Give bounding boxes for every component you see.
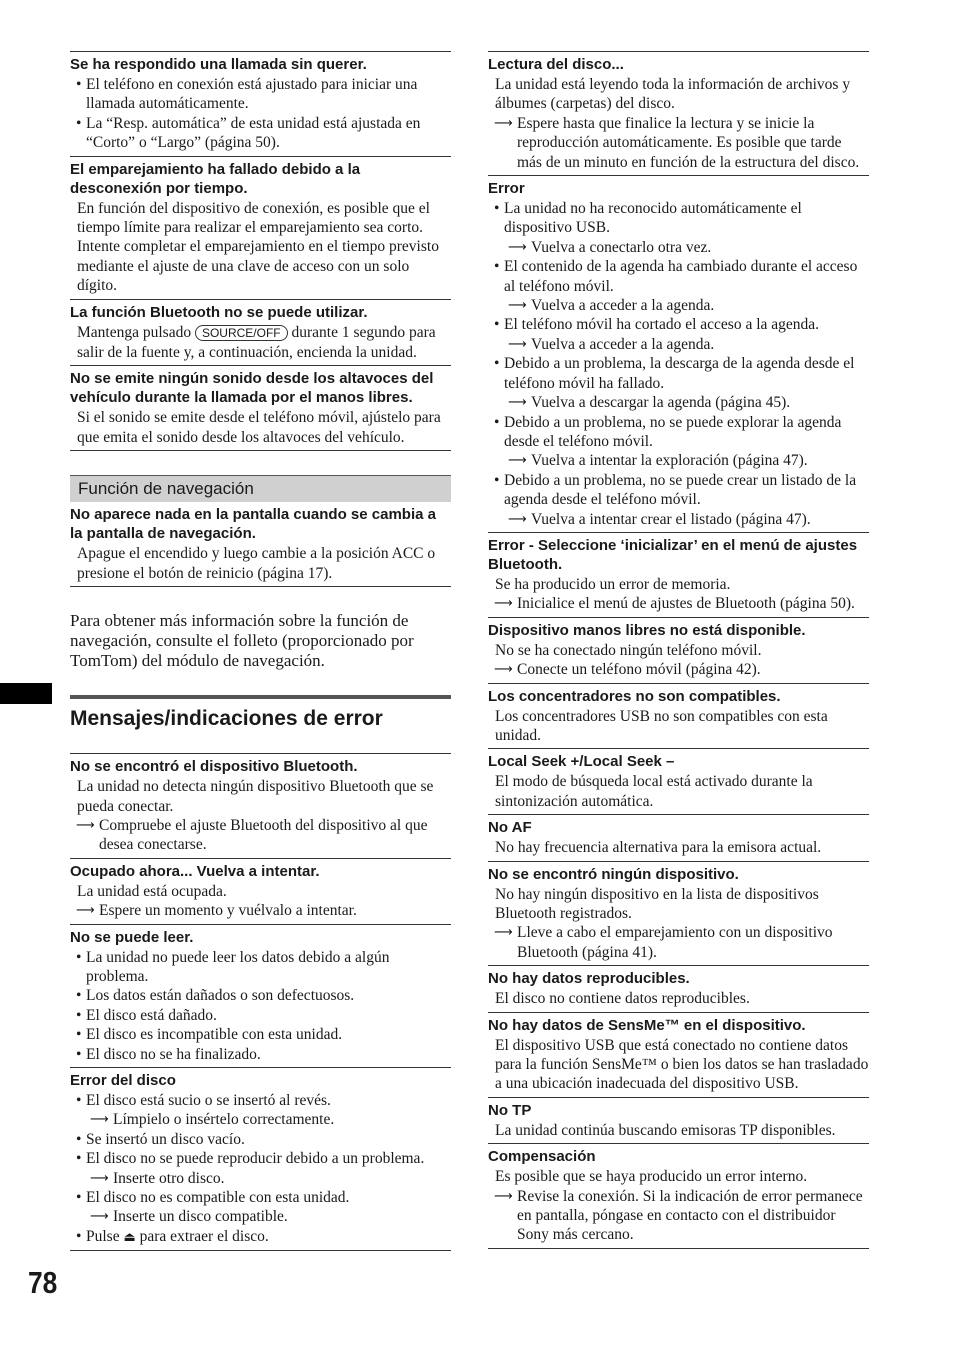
remedy-item <box>488 114 869 172</box>
remedy-item <box>488 451 869 470</box>
bullet-item: • La “Resp. automática” de esta unidad está ajustada en “Corto” o “Largo” (página 50). <box>70 114 451 153</box>
entry-no-tp <box>488 1097 869 1143</box>
entry-no-playable-data <box>488 965 869 1011</box>
entry-heading: Local Seek +/Local Seek – <box>488 753 675 771</box>
navigation-note-paragraph: Para obtener más información sobre la función de navegación, consulte el folleto (proporcionado por TomTom) del módulo de navegación. <box>70 611 414 671</box>
entry-heading: No TP <box>488 1101 532 1119</box>
eject-icon: ⏏ <box>123 1229 136 1245</box>
entry-heading: Error - Seleccione ‘inicializar’ en el menú de ajustes Bluetooth. <box>488 536 858 573</box>
remedy-item <box>70 1169 451 1188</box>
entry-unwanted-call <box>70 51 451 156</box>
entry-heading: Dispositivo manos libres no está disponible. <box>488 621 806 639</box>
entry-heading: No hay datos reproducibles. <box>488 970 690 988</box>
entry-heading: La función Bluetooth no se puede utilizar. <box>70 303 368 321</box>
arrow-right-icon: ⟶ <box>90 1112 109 1128</box>
entry-nav-blank-screen <box>70 502 451 587</box>
entry-error-initialize <box>488 532 869 617</box>
bullet-item: • El disco no se ha finalizado. <box>70 1045 451 1064</box>
bullet-item: • El teléfono móvil ha cortado el acceso a la agenda. <box>488 315 869 334</box>
entry-heading: El emparejamiento ha fallado debido a la desconexión por tiempo. <box>70 160 361 197</box>
entry-text: El dispositivo USB que está conectado no contiene datos para la función SensMe™ o bien los datos se han trasladado a una ubicación inadecuada del dispositivo USB. <box>495 1036 869 1093</box>
entry-text: Los concentradores USB no son compatibles con esta unidad. <box>495 707 828 744</box>
remedy-item <box>488 238 869 257</box>
remedy-item <box>70 901 451 920</box>
bullet-item: • El disco está dañado. <box>70 1006 451 1025</box>
bullet-item: • Se insertó un disco vacío. <box>70 1130 451 1149</box>
entry-no-af <box>488 814 869 860</box>
entry-text: Si el sonido se emite desde el teléfono móvil, ajústelo para que emita el sonido desde los altavoces del vehículo. <box>77 409 441 446</box>
remedy-text: Espere un momento y vuélvalo a intentar. <box>99 902 357 920</box>
remedy-item <box>488 923 869 962</box>
text-fragment: para extraer el disco. <box>139 1227 269 1245</box>
bullet-item: • El disco no es compatible con esta unidad. <box>70 1188 451 1207</box>
entry-heading: No se encontró el dispositivo Bluetooth. <box>70 758 358 776</box>
entry-pairing-timeout <box>70 156 451 299</box>
source-off-button-label: SOURCE/OFF <box>195 325 288 341</box>
remedy-item <box>488 335 869 354</box>
entry-text: No se ha conectado ningún teléfono móvil. <box>495 641 762 659</box>
bullet-item: • El contenido de la agenda ha cambiado durante el acceso al teléfono móvil. <box>488 257 869 296</box>
remedy-item <box>488 296 869 315</box>
bullet-item: • Debido a un problema, la descarga de la agenda desde el teléfono móvil ha fallado. <box>488 354 869 393</box>
arrow-right-icon: ⟶ <box>508 336 527 352</box>
entry-heading: Error del disco <box>70 1071 176 1089</box>
entry-handsfree-unavailable <box>488 617 869 683</box>
bullet-item: • Debido a un problema, no se puede explorar la agenda desde el teléfono móvil. <box>488 413 869 452</box>
entry-heading: No hay datos de SensMe™ en el dispositivo. <box>488 1016 806 1034</box>
entry-text: La unidad continúa buscando emisoras TP disponibles. <box>495 1121 836 1139</box>
entry-text: La unidad está leyendo toda la información de archivos y álbumes (carpetas) del disco. <box>495 76 851 113</box>
remedy-text: Inserte otro disco. <box>113 1169 225 1187</box>
entry-disc-error <box>70 1067 451 1251</box>
remedy-text: Vuelva a acceder a la agenda. <box>531 335 715 353</box>
remedy-item <box>488 594 869 613</box>
arrow-right-icon: ⟶ <box>508 239 527 255</box>
remedy-item <box>488 393 869 412</box>
entry-text: El disco no contiene datos reproducibles. <box>495 990 750 1008</box>
entry-text <box>77 323 451 363</box>
arrow-right-icon: ⟶ <box>494 596 513 612</box>
section-title-error-messages: Mensajes/indicaciones de error <box>70 695 451 731</box>
entry-heading: No se puede leer. <box>70 928 194 946</box>
remedy-text: Vuelva a intentar crear el listado (página 47). <box>531 510 811 528</box>
remedy-text: Límpielo o insértelo correctamente. <box>113 1111 335 1129</box>
entry-heading: Compensación <box>488 1148 596 1166</box>
arrow-right-icon: ⟶ <box>494 925 513 941</box>
text-fragment: Pulse <box>86 1227 120 1245</box>
remedy-text: Vuelva a descargar la agenda (página 45). <box>531 394 791 412</box>
remedy-text: Conecte un teléfono móvil (página 42). <box>517 661 761 679</box>
bullet-item: • La unidad no ha reconocido automáticamente el dispositivo USB. <box>488 199 869 238</box>
remedy-text: Vuelva a acceder a la agenda. <box>531 297 715 315</box>
left-column <box>70 51 451 1251</box>
entry-no-sound-handsfree <box>70 365 451 451</box>
arrow-right-icon: ⟶ <box>508 298 527 314</box>
text-fragment: Mantenga pulsado <box>77 323 192 341</box>
bullet-item <box>70 1227 451 1247</box>
bullet-item: • El disco está sucio o se insertó al revés. <box>70 1091 451 1110</box>
remedy-text: Revise la conexión. Si la indicación de error permanece en pantalla, póngase en contacto con el distribuidor Sony más cercano. <box>517 1187 863 1244</box>
page-number: 78 <box>28 1265 58 1300</box>
remedy-text: Vuelva a conectarlo otra vez. <box>531 238 712 256</box>
bullet-item: • El disco es incompatible con esta unidad. <box>70 1025 451 1044</box>
remedy-text: Espere hasta que finalice la lectura y se inicie la reproducción automáticamente. Es posible que tarde más de un minuto en función de la estructura del disco. <box>517 114 860 171</box>
remedy-text: Vuelva a intentar la exploración (página 47). <box>531 452 808 470</box>
right-column <box>488 51 869 1249</box>
remedy-item <box>488 660 869 679</box>
remedy-text: Inserte un disco compatible. <box>113 1208 288 1226</box>
arrow-right-icon: ⟶ <box>508 453 527 469</box>
entry-heading: No se emite ningún sonido desde los altavoces del vehículo durante la llamada por el manos libres. <box>70 370 434 407</box>
entry-busy <box>70 858 451 924</box>
entry-heading: Error <box>488 180 525 198</box>
arrow-right-icon: ⟶ <box>494 662 513 678</box>
entry-text: En función del dispositivo de conexión, es posible que el tiempo límite para realizar el emparejamiento sea corto. Intente completar el emparejamiento en el tiempo previsto mediante el ajuste de una clave de acceso con un solo dígito. <box>77 199 439 295</box>
entry-error <box>488 175 869 532</box>
entry-heading: Los concentradores no son compatibles. <box>488 687 781 705</box>
entry-local-seek <box>488 748 869 814</box>
entry-text: Apague el encendido y luego cambie a la posición ACC o presione el botón de reinicio (página 17). <box>77 545 436 582</box>
entry-text: El modo de búsqueda local está activado durante la sintonización automática. <box>495 773 813 810</box>
arrow-right-icon: ⟶ <box>494 1188 513 1204</box>
entry-bluetooth-unusable <box>70 299 451 366</box>
arrow-right-icon: ⟶ <box>76 817 95 833</box>
chapter-tab-marker <box>0 683 52 704</box>
entry-text: No hay frecuencia alternativa para la emisora actual. <box>495 839 822 857</box>
entry-cannot-read <box>70 924 451 1067</box>
arrow-right-icon: ⟶ <box>76 903 95 919</box>
text-fragment: durante 1 segundo para salir de la fuente y, a continuación, encienda la unidad. <box>77 323 436 362</box>
entry-heading: Se ha respondido una llamada sin querer. <box>70 56 367 73</box>
entry-bt-device-not-found <box>70 753 451 858</box>
entry-text: La unidad está ocupada. <box>77 882 227 900</box>
arrow-right-icon: ⟶ <box>508 395 527 411</box>
entry-text: La unidad no detecta ningún dispositivo Bluetooth que se pueda conectar. <box>77 778 434 815</box>
arrow-right-icon: ⟶ <box>90 1209 109 1225</box>
entry-heading: Ocupado ahora... Vuelva a intentar. <box>70 862 320 880</box>
entry-no-device-found <box>488 861 869 966</box>
entry-reading-disc <box>488 51 869 175</box>
bullet-item: • El teléfono en conexión está ajustado para iniciar una llamada automáticamente. <box>70 75 451 114</box>
remedy-item <box>70 816 451 855</box>
entry-heading: No se encontró ningún dispositivo. <box>488 865 739 883</box>
entry-hubs-incompatible <box>488 683 869 749</box>
arrow-right-icon: ⟶ <box>494 115 513 131</box>
arrow-right-icon: ⟶ <box>90 1170 109 1186</box>
section-heading-navigation: Función de navegación <box>70 475 451 502</box>
remedy-item <box>488 510 869 529</box>
remedy-item <box>488 1187 869 1245</box>
entry-text: No hay ningún dispositivo en la lista de dispositivos Bluetooth registrados. <box>495 885 819 922</box>
bullet-item: • Debido a un problema, no se puede crear un listado de la agenda desde el teléfono móvil. <box>488 471 869 510</box>
remedy-text: Inicialice el menú de ajustes de Bluetooth (página 50). <box>517 595 855 613</box>
entry-heading: Lectura del disco... <box>488 56 624 73</box>
remedy-item <box>70 1110 451 1129</box>
bullet-item: • El disco no se puede reproducir debido a un problema. <box>70 1149 451 1168</box>
entry-text: Es posible que se haya producido un error interno. <box>495 1168 808 1186</box>
entry-heading: No AF <box>488 819 532 837</box>
remedy-text: Compruebe el ajuste Bluetooth del dispositivo al que desea conectarse. <box>99 816 428 854</box>
arrow-right-icon: ⟶ <box>508 511 527 527</box>
entry-compensation <box>488 1143 869 1249</box>
remedy-item <box>70 1207 451 1226</box>
entry-heading: No aparece nada en la pantalla cuando se cambia a la pantalla de navegación. <box>70 506 436 543</box>
remedy-text: Lleve a cabo el emparejamiento con un dispositivo Bluetooth (página 41). <box>517 924 833 961</box>
entry-no-sensme-data <box>488 1012 869 1097</box>
entry-text: Se ha producido un error de memoria. <box>495 575 731 593</box>
bullet-item: • La unidad no puede leer los datos debido a algún problema. <box>70 948 451 987</box>
bullet-item: • Los datos están dañados o son defectuosos. <box>70 986 451 1005</box>
